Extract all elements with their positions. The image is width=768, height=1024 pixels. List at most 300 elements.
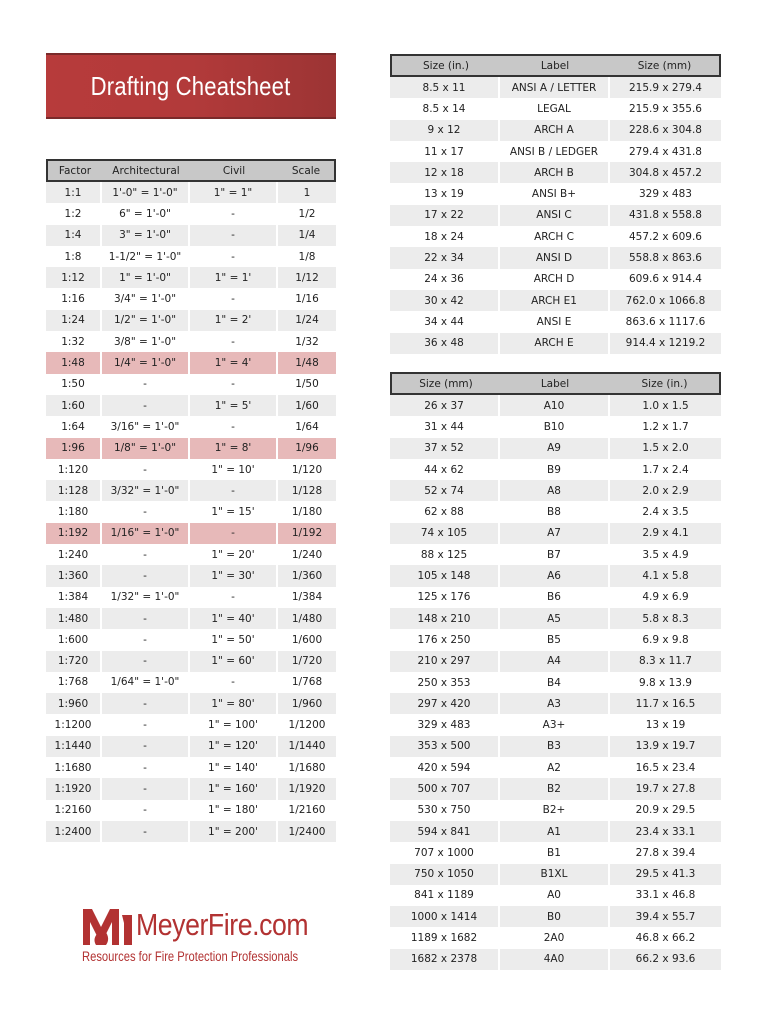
table-cell: 914.4 x 1219.2 (610, 333, 721, 354)
table-cell: 11 x 17 (390, 141, 500, 162)
table-cell: - (190, 225, 278, 246)
scale-header-0: Factor (46, 159, 102, 182)
table-cell: 1/120 (278, 459, 336, 480)
iso-table-body (390, 395, 721, 970)
table-cell: 1" = 50' (190, 629, 278, 650)
table-cell: - (102, 395, 190, 416)
table-cell: ARCH A (500, 120, 610, 141)
table-cell: 431.8 x 558.8 (610, 205, 721, 226)
iso-size-row (390, 565, 721, 586)
table-cell: 1" = 8' (190, 438, 278, 459)
table-cell: 4.1 x 5.8 (610, 565, 721, 586)
table-cell: 609.6 x 914.4 (610, 269, 721, 290)
table-cell: 1/128 (278, 480, 336, 501)
table-cell: 1/2400 (278, 821, 336, 842)
table-cell: ARCH C (500, 226, 610, 247)
table-cell: 1:32 (46, 331, 102, 352)
iso-paper-sizes-table (390, 372, 721, 970)
iso-size-row (390, 778, 721, 799)
table-cell: 1" = 20' (190, 544, 278, 565)
table-cell: 3.5 x 4.9 (610, 544, 721, 565)
table-cell: B9 (500, 459, 610, 480)
table-cell: 1/720 (278, 651, 336, 672)
table-cell: 176 x 250 (390, 629, 500, 650)
scale-row (46, 544, 336, 565)
us-size-row (390, 162, 721, 183)
table-cell: 1:2400 (46, 821, 102, 842)
iso-size-row (390, 864, 721, 885)
table-cell: - (102, 374, 190, 395)
table-cell: 1" = 160' (190, 778, 278, 799)
scale-row (46, 757, 336, 778)
us-size-row (390, 120, 721, 141)
iso-size-row (390, 672, 721, 693)
table-cell: 23.4 x 33.1 (610, 821, 721, 842)
table-cell: A0 (500, 885, 610, 906)
table-cell: 215.9 x 355.6 (610, 98, 721, 119)
us-size-row (390, 141, 721, 162)
scale-table-header (46, 159, 336, 182)
table-cell: A6 (500, 565, 610, 586)
table-cell: 13 x 19 (610, 714, 721, 735)
table-cell: 500 x 707 (390, 778, 500, 799)
table-cell: 2.0 x 2.9 (610, 480, 721, 501)
scale-row (46, 246, 336, 267)
iso-size-row (390, 651, 721, 672)
scale-row (46, 736, 336, 757)
iso-size-row (390, 480, 721, 501)
table-cell: 1:96 (46, 438, 102, 459)
table-cell: 762.0 x 1066.8 (610, 290, 721, 311)
table-cell: B6 (500, 587, 610, 608)
table-cell: B4 (500, 672, 610, 693)
table-cell: 19.7 x 27.8 (610, 778, 721, 799)
us-size-row (390, 247, 721, 268)
iso-size-row (390, 757, 721, 778)
table-cell: B2+ (500, 800, 610, 821)
table-cell: B7 (500, 544, 610, 565)
table-cell: 304.8 x 457.2 (610, 162, 721, 183)
scale-row (46, 565, 336, 586)
table-cell: 1:2160 (46, 800, 102, 821)
iso-size-row (390, 587, 721, 608)
logo-text: MeyerFire.com (136, 907, 309, 942)
table-cell: B2 (500, 778, 610, 799)
scale-table (46, 159, 336, 842)
table-cell: 1/192 (278, 523, 336, 544)
table-cell: 2A0 (500, 927, 610, 948)
table-cell: 1189 x 1682 (390, 927, 500, 948)
scale-row (46, 203, 336, 224)
table-cell: 2.4 x 3.5 (610, 501, 721, 522)
table-cell: 31 x 44 (390, 416, 500, 437)
table-cell: 13.9 x 19.7 (610, 736, 721, 757)
scale-row (46, 672, 336, 693)
table-cell: A3 (500, 693, 610, 714)
table-cell: B8 (500, 501, 610, 522)
table-cell: 24 x 36 (390, 269, 500, 290)
table-cell: 1/768 (278, 672, 336, 693)
table-cell: 1/240 (278, 544, 336, 565)
table-cell: 52 x 74 (390, 480, 500, 501)
scale-header-1: Architectural (102, 159, 190, 182)
table-cell: 1" = 80' (190, 693, 278, 714)
table-cell: 13 x 19 (390, 183, 500, 204)
table-cell: 20.9 x 29.5 (610, 800, 721, 821)
table-cell: 1/600 (278, 629, 336, 650)
table-cell: 1/16" = 1'-0" (102, 523, 190, 544)
iso-size-row (390, 693, 721, 714)
table-cell: ARCH E1 (500, 290, 610, 311)
iso-size-row (390, 800, 721, 821)
us-size-row (390, 98, 721, 119)
table-cell: 297 x 420 (390, 693, 500, 714)
table-cell: B5 (500, 629, 610, 650)
table-cell: 1:50 (46, 374, 102, 395)
table-cell: 1/16 (278, 288, 336, 309)
table-cell: 1:2 (46, 203, 102, 224)
table-cell: - (190, 288, 278, 309)
table-cell: - (190, 246, 278, 267)
table-cell: 279.4 x 431.8 (610, 141, 721, 162)
table-cell: ANSI D (500, 247, 610, 268)
scale-row (46, 501, 336, 522)
iso-size-row (390, 629, 721, 650)
scale-row (46, 608, 336, 629)
table-cell: 1" = 1' (190, 267, 278, 288)
scale-table-body (46, 182, 336, 842)
table-cell: 1:192 (46, 523, 102, 544)
table-cell: 1/64 (278, 416, 336, 437)
table-cell: B0 (500, 906, 610, 927)
table-cell: ARCH B (500, 162, 610, 183)
scale-row (46, 374, 336, 395)
table-cell: - (102, 608, 190, 629)
table-cell: 228.6 x 304.8 (610, 120, 721, 141)
table-cell: 1/24 (278, 310, 336, 331)
table-cell: - (102, 736, 190, 757)
us-size-row (390, 269, 721, 290)
table-cell: 1/180 (278, 501, 336, 522)
table-cell: 22 x 34 (390, 247, 500, 268)
table-cell: 530 x 750 (390, 800, 500, 821)
table-cell: - (190, 672, 278, 693)
us-size-row (390, 77, 721, 98)
table-cell: 26 x 37 (390, 395, 500, 416)
scale-row (46, 629, 336, 650)
table-cell: 1/8 (278, 246, 336, 267)
table-cell: 9 x 12 (390, 120, 500, 141)
table-cell: 1.0 x 1.5 (610, 395, 721, 416)
table-cell: 750 x 1050 (390, 864, 500, 885)
table-cell: B3 (500, 736, 610, 757)
iso-table-header (390, 372, 721, 395)
table-cell: 2.9 x 4.1 (610, 523, 721, 544)
table-cell: 18 x 24 (390, 226, 500, 247)
table-cell: 1:720 (46, 651, 102, 672)
table-cell: A8 (500, 480, 610, 501)
iso-size-row (390, 949, 721, 970)
table-cell: 1/64" = 1'-0" (102, 672, 190, 693)
scale-row (46, 459, 336, 480)
table-cell: 1:360 (46, 565, 102, 586)
logo-tagline: Resources for Fire Protection Professionals (82, 949, 299, 964)
table-cell: 1/4" = 1'-0" (102, 352, 190, 373)
table-cell: 1" = 100' (190, 714, 278, 735)
table-cell: 1/384 (278, 587, 336, 608)
table-cell: 1:128 (46, 480, 102, 501)
iso-size-row (390, 438, 721, 459)
scale-row (46, 288, 336, 309)
us-header-0: Size (in.) (390, 54, 500, 77)
table-cell: 594 x 841 (390, 821, 500, 842)
table-cell: 1:120 (46, 459, 102, 480)
table-cell: 1" = 4' (190, 352, 278, 373)
table-cell: 1:1920 (46, 778, 102, 799)
table-cell: 1:1 (46, 182, 102, 203)
table-cell: 5.8 x 8.3 (610, 608, 721, 629)
table-cell: 250 x 353 (390, 672, 500, 693)
table-cell: 1:1200 (46, 714, 102, 735)
table-cell: 1" = 2' (190, 310, 278, 331)
table-cell: 1:480 (46, 608, 102, 629)
table-cell: - (102, 501, 190, 522)
table-cell: 1/1200 (278, 714, 336, 735)
table-cell: 105 x 148 (390, 565, 500, 586)
table-cell: 1/1440 (278, 736, 336, 757)
us-table-header (390, 54, 721, 77)
us-size-row (390, 333, 721, 354)
table-cell: ANSI A / LETTER (500, 77, 610, 98)
us-header-1: Label (500, 54, 610, 77)
scale-row (46, 480, 336, 501)
table-cell: 1:60 (46, 395, 102, 416)
table-cell: ARCH E (500, 333, 610, 354)
table-cell: 88 x 125 (390, 544, 500, 565)
table-cell: - (102, 714, 190, 735)
table-cell: 3/32" = 1'-0" (102, 480, 190, 501)
us-size-row (390, 226, 721, 247)
table-cell: 329 x 483 (610, 183, 721, 204)
table-cell: 1:4 (46, 225, 102, 246)
table-cell: 1" = 30' (190, 565, 278, 586)
iso-size-row (390, 842, 721, 863)
table-cell: 863.6 x 1117.6 (610, 311, 721, 332)
table-cell: 1" = 1" (190, 182, 278, 203)
table-cell: 44 x 62 (390, 459, 500, 480)
table-cell: - (102, 544, 190, 565)
table-cell: - (102, 821, 190, 842)
table-cell: - (102, 693, 190, 714)
iso-size-row (390, 459, 721, 480)
iso-header-1: Label (500, 372, 610, 395)
table-cell: - (190, 480, 278, 501)
table-cell: - (190, 523, 278, 544)
table-cell: 62 x 88 (390, 501, 500, 522)
scale-row (46, 267, 336, 288)
iso-size-row (390, 714, 721, 735)
scale-header-2: Civil (190, 159, 278, 182)
table-cell: 1" = 120' (190, 736, 278, 757)
table-cell: 33.1 x 46.8 (610, 885, 721, 906)
table-cell: 420 x 594 (390, 757, 500, 778)
iso-size-row (390, 544, 721, 565)
us-paper-sizes-table (390, 54, 721, 354)
table-cell: 27.8 x 39.4 (610, 842, 721, 863)
scale-row (46, 714, 336, 735)
table-cell: 1:48 (46, 352, 102, 373)
table-cell: 3/16" = 1'-0" (102, 416, 190, 437)
scale-row (46, 438, 336, 459)
table-cell: - (102, 629, 190, 650)
table-cell: 74 x 105 (390, 523, 500, 544)
iso-size-row (390, 501, 721, 522)
table-cell: - (190, 587, 278, 608)
table-cell: 1:768 (46, 672, 102, 693)
table-cell: 1" = 180' (190, 800, 278, 821)
scale-row (46, 331, 336, 352)
table-cell: 37 x 52 (390, 438, 500, 459)
table-cell: 841 x 1189 (390, 885, 500, 906)
table-cell: 1/32 (278, 331, 336, 352)
us-size-row (390, 205, 721, 226)
table-cell: A10 (500, 395, 610, 416)
scale-row (46, 651, 336, 672)
table-cell: - (102, 778, 190, 799)
table-cell: 1/32" = 1'-0" (102, 587, 190, 608)
page-title: Drafting Cheatsheet (91, 70, 291, 101)
table-cell: 36 x 48 (390, 333, 500, 354)
table-cell: 17 x 22 (390, 205, 500, 226)
table-cell: 1/480 (278, 608, 336, 629)
table-cell: - (190, 374, 278, 395)
table-cell: ARCH D (500, 269, 610, 290)
table-cell: ANSI B+ (500, 183, 610, 204)
table-cell: 1/12 (278, 267, 336, 288)
table-cell: 1/4 (278, 225, 336, 246)
scale-row (46, 310, 336, 331)
scale-header-3: Scale (278, 159, 336, 182)
table-cell: 1/8" = 1'-0" (102, 438, 190, 459)
table-cell: 1/2160 (278, 800, 336, 821)
table-cell: 11.7 x 16.5 (610, 693, 721, 714)
table-cell: 1'-0" = 1'-0" (102, 182, 190, 203)
us-size-row (390, 311, 721, 332)
table-cell: ANSI E (500, 311, 610, 332)
iso-size-row (390, 395, 721, 416)
table-cell: 8.3 x 11.7 (610, 651, 721, 672)
iso-size-row (390, 608, 721, 629)
table-cell: 1" = 60' (190, 651, 278, 672)
table-cell: 1.7 x 2.4 (610, 459, 721, 480)
iso-size-row (390, 416, 721, 437)
scale-row (46, 352, 336, 373)
table-cell: 1/2" = 1'-0" (102, 310, 190, 331)
table-cell: 1:960 (46, 693, 102, 714)
table-cell: ANSI B / LEDGER (500, 141, 610, 162)
table-cell: 3/8" = 1'-0" (102, 331, 190, 352)
table-cell: 39.4 x 55.7 (610, 906, 721, 927)
table-cell: 1" = 15' (190, 501, 278, 522)
us-table-body (390, 77, 721, 354)
scale-row (46, 778, 336, 799)
table-cell: A9 (500, 438, 610, 459)
table-cell: 1/1920 (278, 778, 336, 799)
table-cell: - (190, 331, 278, 352)
scale-row (46, 587, 336, 608)
title-banner (46, 53, 336, 119)
table-cell: - (102, 459, 190, 480)
table-cell: 66.2 x 93.6 (610, 949, 721, 970)
table-cell: 1.5 x 2.0 (610, 438, 721, 459)
table-cell: 1:180 (46, 501, 102, 522)
iso-size-row (390, 885, 721, 906)
table-cell: 29.5 x 41.3 (610, 864, 721, 885)
us-header-2: Size (mm) (610, 54, 721, 77)
table-cell: 9.8 x 13.9 (610, 672, 721, 693)
iso-size-row (390, 927, 721, 948)
table-cell: 1-1/2" = 1'-0" (102, 246, 190, 267)
table-cell: 1" = 200' (190, 821, 278, 842)
table-cell: A1 (500, 821, 610, 842)
table-cell: 12 x 18 (390, 162, 500, 183)
iso-header-0: Size (mm) (390, 372, 500, 395)
scale-row (46, 800, 336, 821)
table-cell: 34 x 44 (390, 311, 500, 332)
iso-size-row (390, 821, 721, 842)
meyerfire-m-logo-icon (82, 905, 134, 947)
scale-row (46, 225, 336, 246)
table-cell: 1000 x 1414 (390, 906, 500, 927)
us-size-row (390, 290, 721, 311)
table-cell: 1.2 x 1.7 (610, 416, 721, 437)
table-cell: ANSI C (500, 205, 610, 226)
table-cell: 30 x 42 (390, 290, 500, 311)
table-cell: 1/60 (278, 395, 336, 416)
table-cell: 1/48 (278, 352, 336, 373)
table-cell: 1" = 10' (190, 459, 278, 480)
table-cell: 1:384 (46, 587, 102, 608)
table-cell: - (102, 800, 190, 821)
table-cell: 215.9 x 279.4 (610, 77, 721, 98)
scale-row (46, 523, 336, 544)
table-cell: 707 x 1000 (390, 842, 500, 863)
table-cell: - (102, 757, 190, 778)
table-cell: 1" = 5' (190, 395, 278, 416)
table-cell: 4A0 (500, 949, 610, 970)
table-cell: 1/50 (278, 374, 336, 395)
table-cell: 125 x 176 (390, 587, 500, 608)
scale-row (46, 693, 336, 714)
iso-size-row (390, 523, 721, 544)
table-cell: B1XL (500, 864, 610, 885)
table-cell: A3+ (500, 714, 610, 735)
table-cell: 8.5 x 14 (390, 98, 500, 119)
table-cell: 1:12 (46, 267, 102, 288)
table-cell: 329 x 483 (390, 714, 500, 735)
table-cell: 6" = 1'-0" (102, 203, 190, 224)
table-cell: 210 x 297 (390, 651, 500, 672)
table-cell: 4.9 x 6.9 (610, 587, 721, 608)
us-size-row (390, 183, 721, 204)
table-cell: A4 (500, 651, 610, 672)
table-cell: 16.5 x 23.4 (610, 757, 721, 778)
iso-size-row (390, 736, 721, 757)
table-cell: 1:600 (46, 629, 102, 650)
iso-header-2: Size (in.) (610, 372, 721, 395)
table-cell: LEGAL (500, 98, 610, 119)
table-cell: 1:240 (46, 544, 102, 565)
